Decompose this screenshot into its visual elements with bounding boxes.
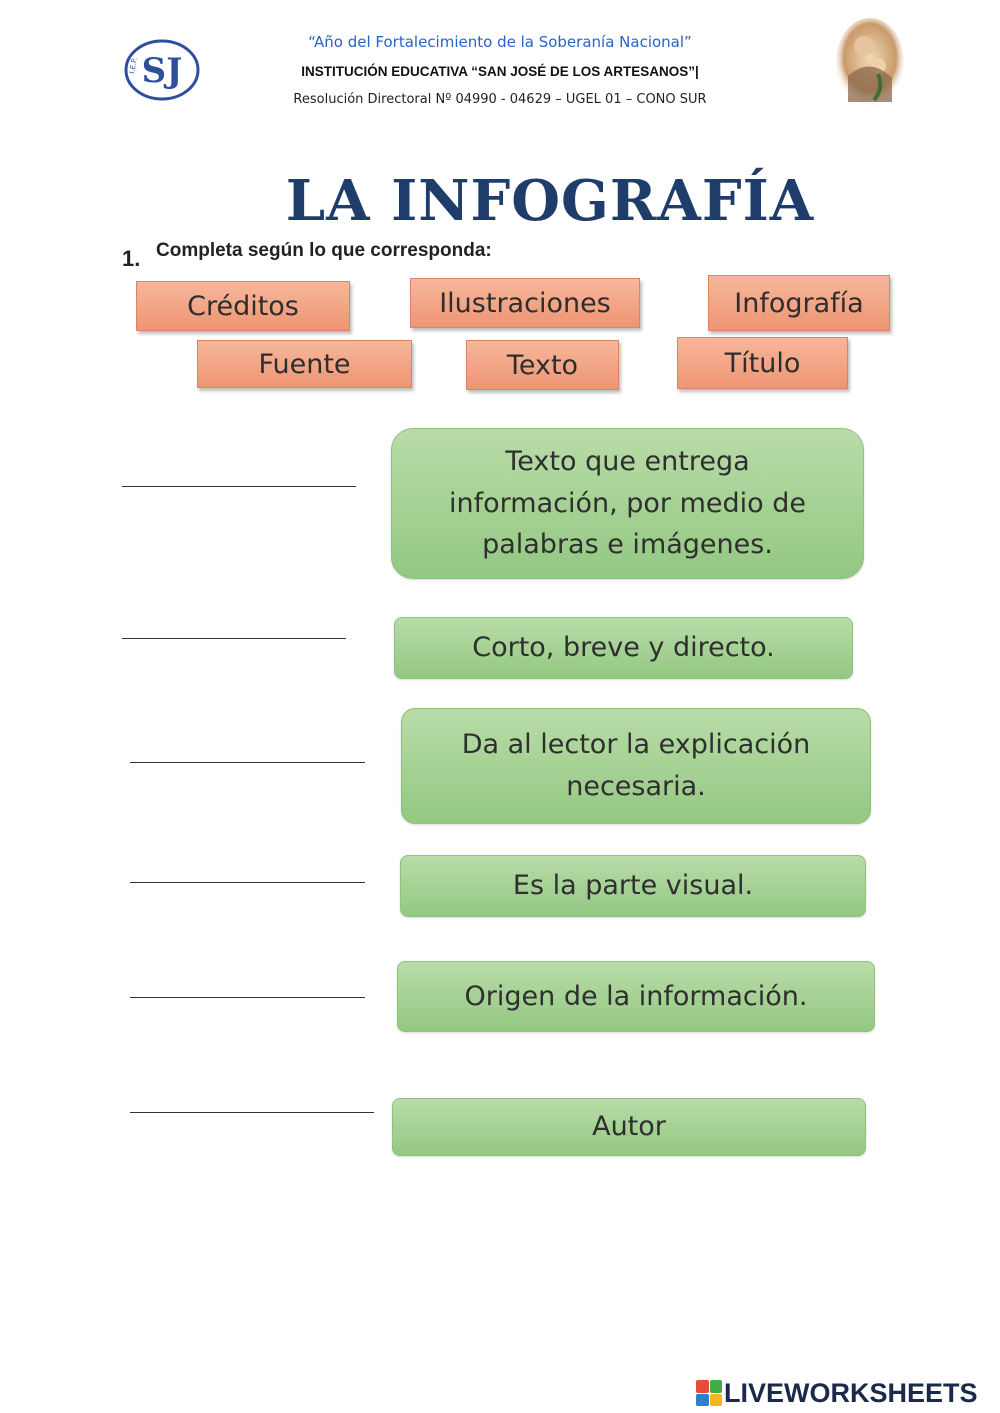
page-title: LA INFOGRAFÍA <box>285 168 815 234</box>
logo-monogram: SJ <box>141 51 183 91</box>
answer-line-3[interactable] <box>130 762 365 763</box>
saint-image <box>834 16 906 108</box>
question-number: 1. <box>122 246 141 271</box>
liveworksheets-logo-icon <box>696 1380 722 1406</box>
year-motto: “Año del Fortalecimiento de la Soberanía Nacional” <box>308 33 692 51</box>
resolution-line: Resolución Directoral Nº 04990 - 04629 – UGEL 01 – CONO SUR <box>293 92 707 107</box>
question-instruction: Completa según lo que corresponda: <box>156 240 492 261</box>
definition-box-3: Da al lector la explicación necesaria. <box>401 708 871 824</box>
word-tile-texto[interactable]: Texto <box>466 340 619 390</box>
definition-box-2: Corto, breve y directo. <box>394 617 853 679</box>
word-tile-fuente[interactable]: Fuente <box>197 340 412 388</box>
definition-box-4: Es la parte visual. <box>400 855 866 917</box>
word-tile-titulo[interactable]: Título <box>677 337 848 389</box>
definition-box-5: Origen de la información. <box>397 961 875 1032</box>
definition-box-6: Autor <box>392 1098 866 1156</box>
word-tile-ilustraciones[interactable]: Ilustraciones <box>410 278 640 328</box>
definition-box-1: Texto que entrega información, por medio de palabras e imágenes. <box>391 428 864 579</box>
liveworksheets-brand <box>696 1378 978 1408</box>
brand-text: LIVEWORKSHEETS <box>724 1377 978 1408</box>
answer-line-4[interactable] <box>130 882 365 883</box>
answer-line-1[interactable] <box>122 486 356 487</box>
answer-line-6[interactable] <box>130 1112 374 1113</box>
answer-line-2[interactable] <box>122 638 346 639</box>
word-tile-creditos[interactable]: Créditos <box>136 281 350 331</box>
answer-line-5[interactable] <box>130 997 365 998</box>
word-tile-infografia[interactable]: Infografía <box>708 275 890 331</box>
logo-small-text: I.E.P. <box>128 56 139 75</box>
school-name: INSTITUCIÓN EDUCATIVA “SAN JOSÉ DE LOS ARTESANOS”| <box>301 64 699 79</box>
school-logo <box>124 36 208 102</box>
